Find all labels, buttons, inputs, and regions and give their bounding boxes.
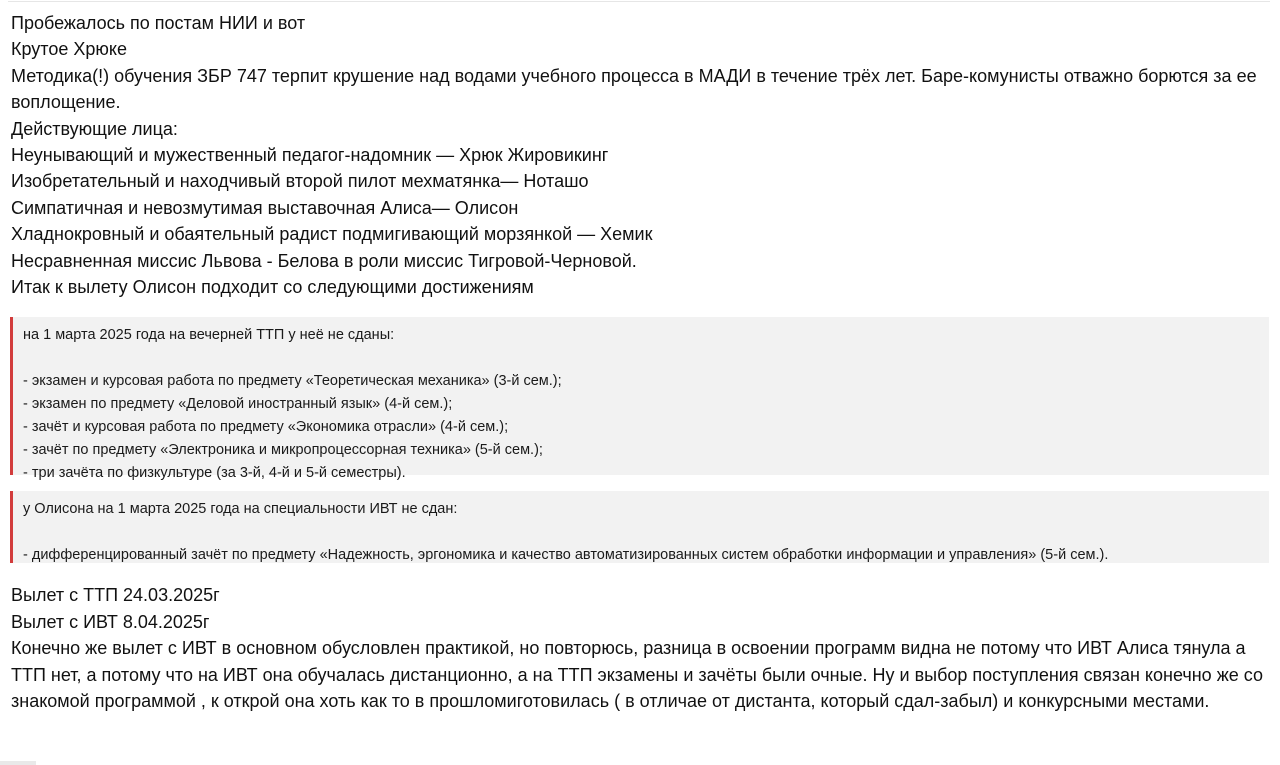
intro-line-8: Хладнокровный и обаятельный радист подмигивающий морзянкой — Хемик (11, 224, 653, 245)
intro-line-1: Пробежалось по постам НИИ и вот (11, 13, 306, 33)
intro-line-2: Крутое Хрюке (11, 39, 127, 60)
blockquote-ttp-item: - зачёт по предмету «Электроника и микропроцессорная техника» (5-й сем.); (23, 442, 543, 459)
post-body (11, 10, 1269, 715)
intro-line-3: Методика(!) обучения ЗБР 747 терпит крушение над водами учебного процесса в МАДИ в течение трёх лет. Баре-комунисты отважно борются за ее воплощение. (11, 65, 1257, 113)
blockquote-ttp-item: - три зачёта по физкультуре (за 3-й, 4-й и 5-й семестры). (23, 465, 406, 482)
intro-section (11, 10, 1269, 300)
blockquote-ivt-item: - дифференцированный зачёт по предмету «Надежность, эргономика и качество автоматизированных систем обработки информации и управления» (5-й сем.). (23, 547, 1109, 564)
outro-line-1: Вылет с ТТП 24.03.2025г (11, 585, 220, 606)
blockquote-ivt (10, 491, 1269, 563)
intro-line-10: Итак к вылету Олисон подходит со следующими достижениям (11, 277, 534, 298)
blockquote-ttp-item: - экзамен по предмету «Деловой иностранный язык» (4-й сем.); (23, 396, 453, 413)
blockquote-ttp-heading: на 1 марта 2025 года на вечерней ТТП у неё не сданы: (23, 327, 395, 344)
outro-section (11, 582, 1269, 714)
blockquote-ivt-heading: у Олисона на 1 марта 2025 года на специальности ИВТ не сдан: (23, 501, 458, 518)
outro-paragraph: Конечно же вылет с ИВТ в основном обусловлен практикой, но повторюсь, разница в освоении программ видна не потому что ИВТ Алиса тянула а ТТП нет, а потому что на ИВТ она обучалась дистанционно, а на ТТП экзамены и зачёты были очные. Ну и выбор поступления связан конечно же со знакомой программой , к открой она хоть как то в прошломиготовилась ( в отличае от дистанта, который сдал-забыл) и конкурсными местами. (11, 638, 1263, 712)
top-divider (8, 1, 1270, 2)
intro-line-5: Неунывающий и мужественный педагог-надомник — Хрюк Жировикинг (11, 145, 609, 166)
blockquote-ttp (10, 317, 1269, 482)
blockquote-spacer (23, 521, 1259, 544)
corner-artifact (0, 761, 36, 765)
blockquote-ttp-item: - зачёт и курсовая работа по предмету «Экономика отрасли» (4-й сем.); (23, 419, 509, 436)
intro-line-4: Действующие лица: (11, 118, 178, 139)
blockquote-spacer (23, 347, 1259, 370)
intro-line-7: Симпатичная и невозмутимая выставочная Алиса— Олисон (11, 197, 519, 218)
intro-line-6: Изобретательный и находчивый второй пилот мехматянка— Ноташо (11, 171, 589, 192)
intro-line-9: Несравненная миссис Львова - Белова в роли миссис Тигровой-Черновой. (11, 250, 637, 271)
blockquote-ttp-item: - экзамен и курсовая работа по предмету «Теоретическая механика» (3-й сем.); (23, 373, 562, 390)
outro-line-2: Вылет с ИВТ 8.04.2025г (11, 611, 210, 632)
